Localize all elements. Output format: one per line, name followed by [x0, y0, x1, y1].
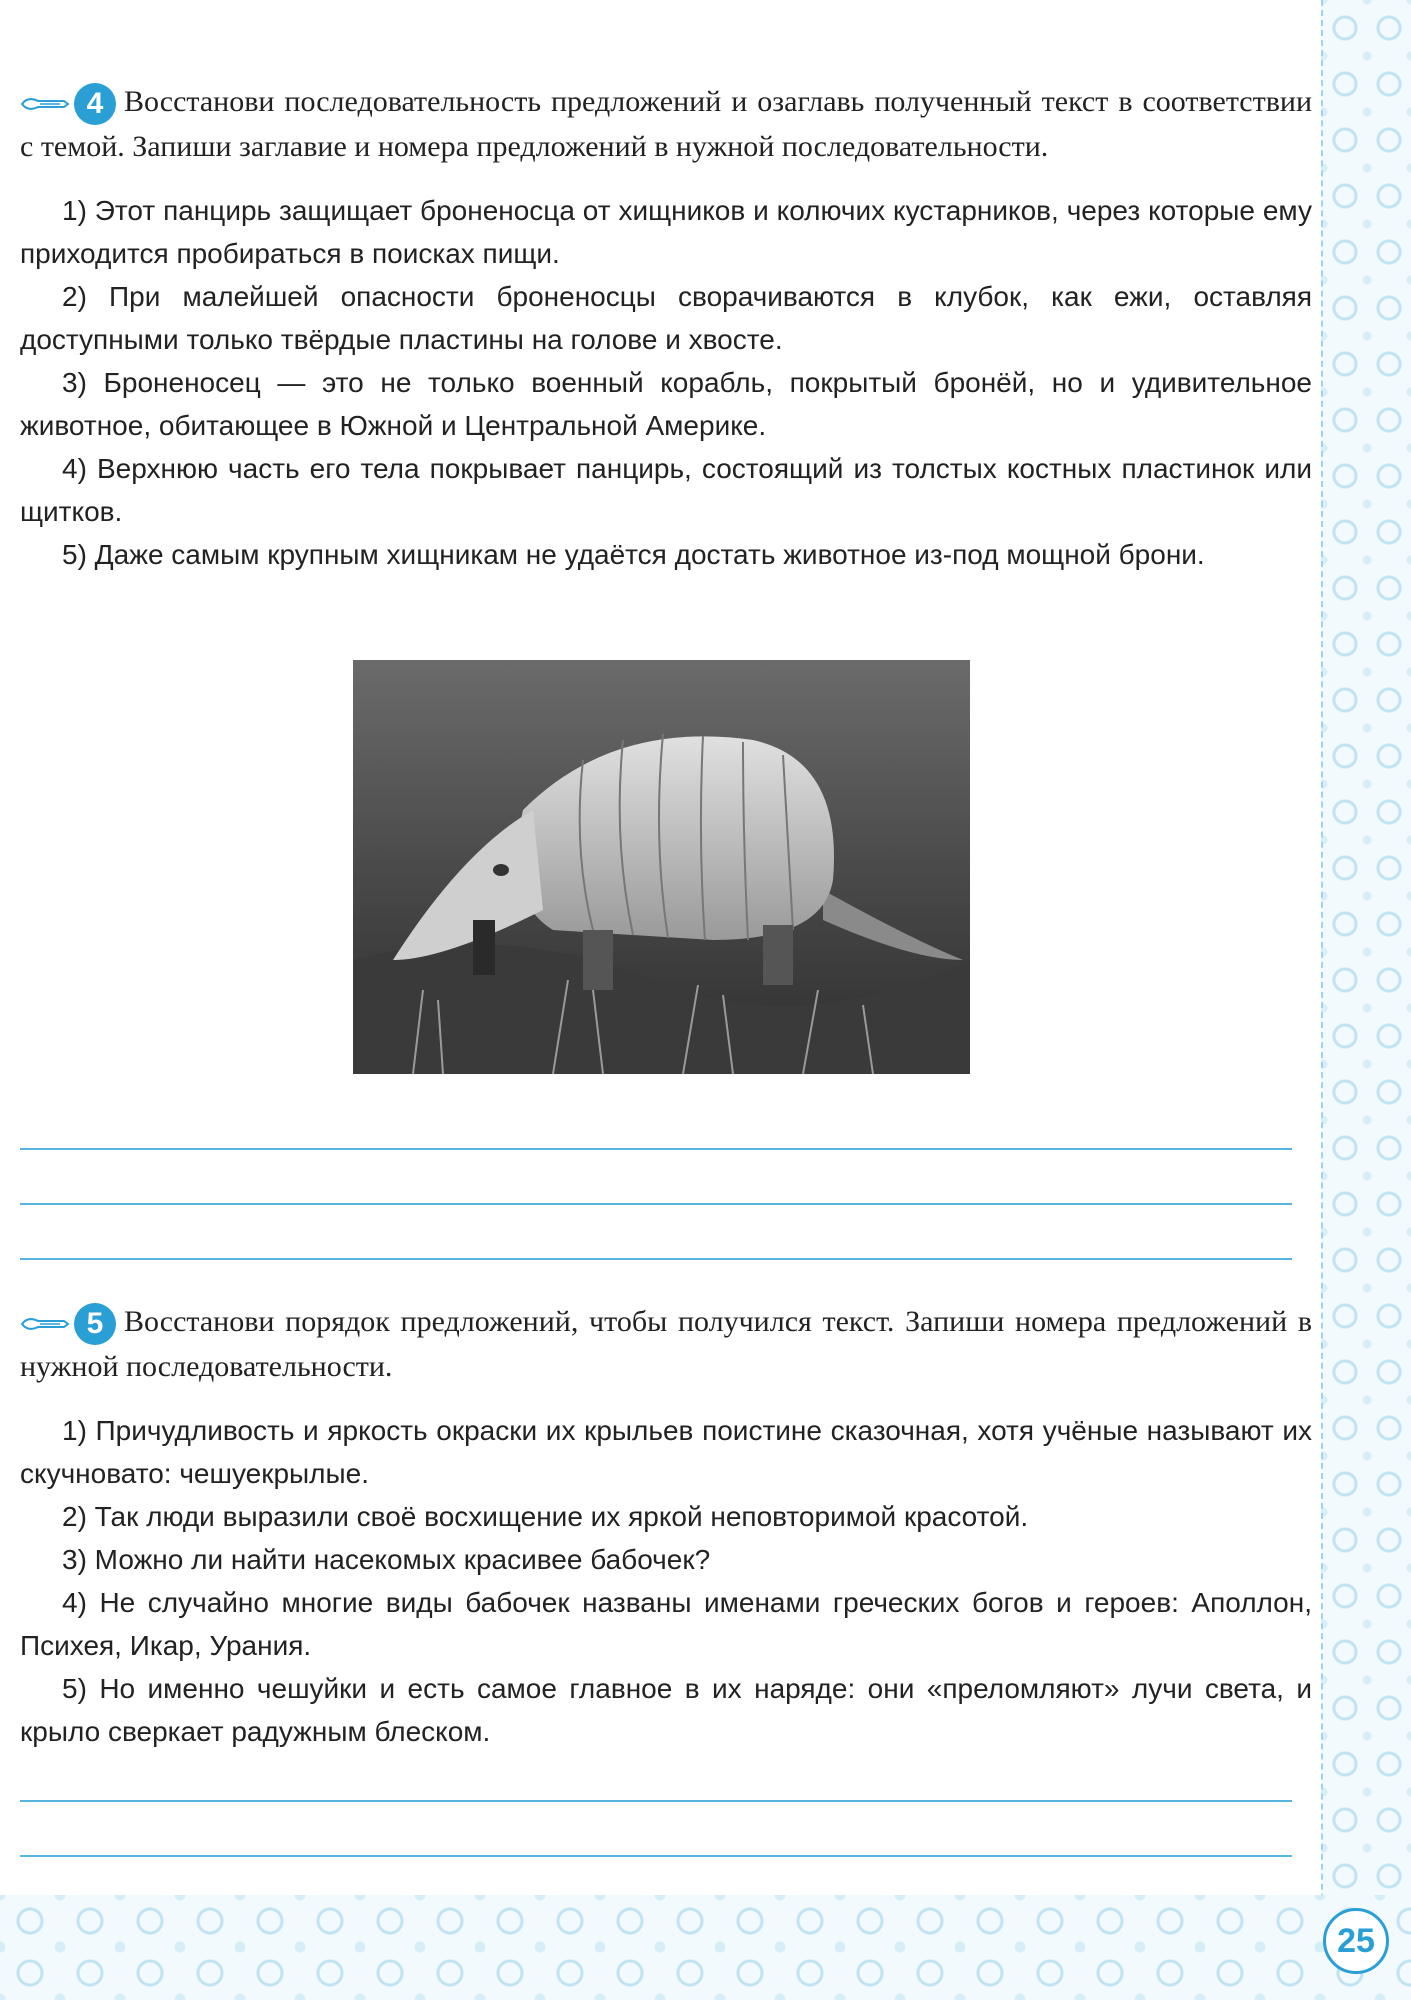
task-4-header: [20, 80, 1312, 169]
list-item: 4) Верхнюю часть его тела покрывает панцирь, состоящий из толстых костных пластинок или щитков.: [20, 453, 1312, 528]
list-item: 1) Причудливость и яркость окраски их крыльев поистине сказочная, хотя учёные называют их скучновато: чешуекрылые.: [20, 1415, 1312, 1490]
armadillo-photo: [353, 660, 970, 1074]
answer-line[interactable]: [20, 1148, 1292, 1150]
pen-icon: [20, 92, 70, 116]
list-item: 5) Но именно чешуйки и есть самое главное в их наряде: они «преломляют» лучи света, и крыло сверкает радужным блеском.: [20, 1673, 1312, 1748]
page-number: 25: [1323, 1908, 1389, 1974]
task-5-number: 5: [74, 1303, 116, 1345]
list-item: 5) Даже самым крупным хищникам не удаётся достать животное из-под мощной брони.: [62, 539, 1205, 571]
decorative-border-right: [1321, 0, 1411, 2000]
list-item: 2) При малейшей опасности броненосцы сворачиваются в клубок, как ежи, оставляя доступными только твёрдые пластины на голове и хвосте.: [20, 281, 1312, 356]
answer-line[interactable]: [20, 1258, 1292, 1260]
task-4: [20, 80, 1312, 576]
decorative-border-bottom: [0, 1895, 1411, 2000]
list-item: 3) Можно ли найти насекомых красивее бабочек?: [62, 1544, 711, 1576]
task-5-header: [20, 1300, 1312, 1389]
list-item: 1) Этот панцирь защищает броненосца от хищников и колючих кустарников, через которые ему приходится пробираться в поисках пищи.: [20, 195, 1312, 270]
pen-icon: [20, 1312, 70, 1336]
answer-line[interactable]: [20, 1855, 1292, 1857]
task-5-sentences: [20, 1409, 1312, 1753]
task-4-number: 4: [74, 83, 116, 125]
task-5: [20, 1300, 1312, 1753]
task-5-instruction: Восстанови порядок предложений, чтобы получился текст. Запиши номера предложений в нужной последовательности.: [20, 1305, 1312, 1384]
task-4-sentences: [20, 189, 1312, 576]
task-4-instruction: Восстанови последовательность предложений и озаглавь полученный текст в соответствии с темой. Запиши заглавие и номера предложений в нужной последовательности.: [20, 85, 1312, 164]
answer-line[interactable]: [20, 1800, 1292, 1802]
list-item: 4) Не случайно многие виды бабочек названы именами греческих богов и героев: Аполлон, Психея, Икар, Урания.: [20, 1587, 1312, 1662]
list-item: 2) Так люди выразили своё восхищение их яркой неповторимой красотой.: [62, 1501, 1029, 1533]
list-item: 3) Броненосец — это не только военный корабль, покрытый бронёй, но и удивительное животное, обитающее в Южной и Центральной Америке.: [20, 367, 1312, 442]
answer-line[interactable]: [20, 1203, 1292, 1205]
